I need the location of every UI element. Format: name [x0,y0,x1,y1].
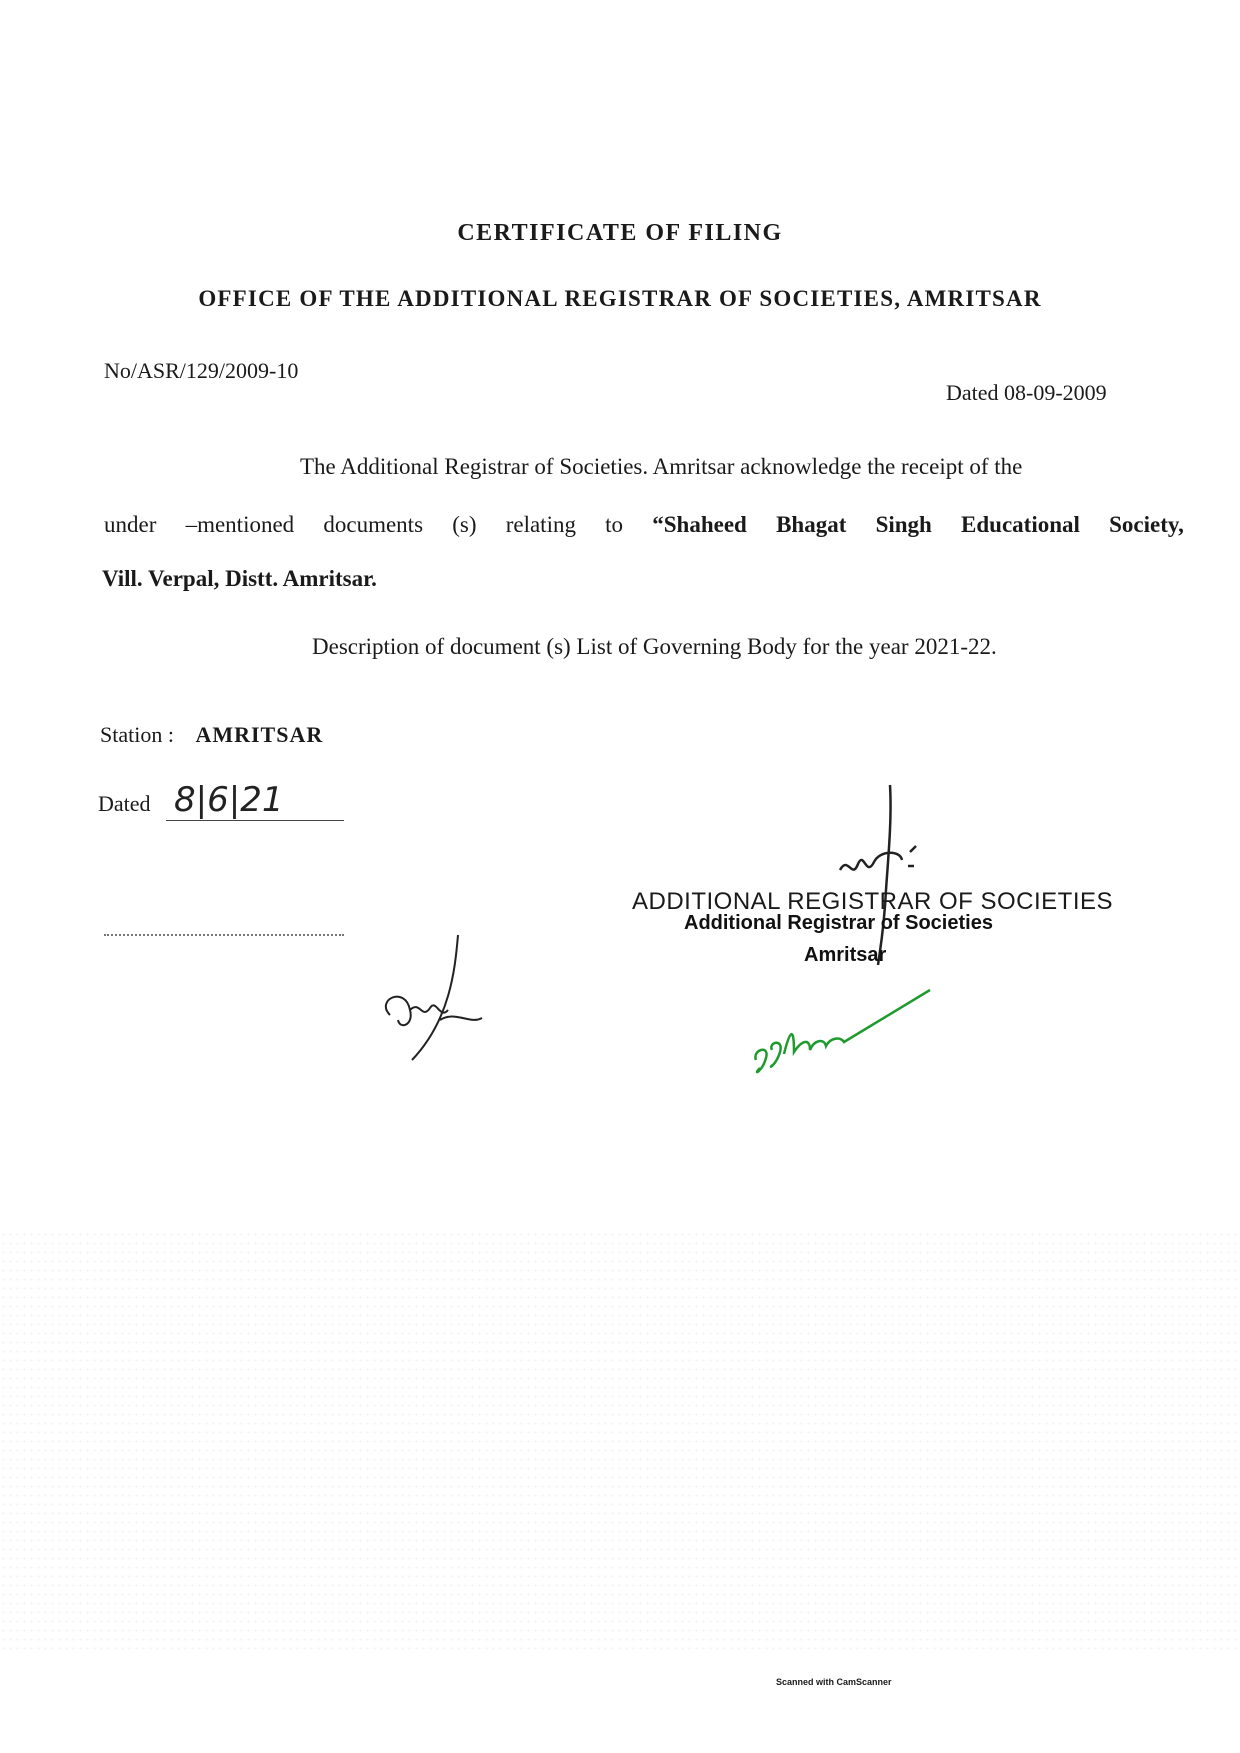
body-line-2 [104,512,1184,538]
document-description: Description of document (s) List of Governing Body for the year 2021-22. [312,634,997,659]
body-line-1: The Additional Registrar of Societies. Amritsar acknowledge the receipt of the [300,454,1023,479]
registrar-signature [830,780,940,970]
signatory-caption: ADDITIONAL REGISTRAR OF SOCIETIES [632,888,1114,915]
dated-field [98,780,344,821]
word: documents [323,512,424,537]
dated-label: Dated [98,791,151,816]
scanner-watermark: Scanned with CamScanner [776,1677,892,1687]
word: under [104,512,157,537]
society-name-word: Bhagat [776,512,847,537]
word: (s) [452,512,477,537]
scan-noise [0,1230,1240,1650]
station-value: AMRITSAR [195,722,324,747]
office-heading: OFFICE OF THE ADDITIONAL REGISTRAR OF SOCIETIES, AMRITSAR [198,286,1042,311]
reference-date: Dated 08-09-2009 [946,380,1107,405]
society-name-word: Educational [961,512,1080,537]
station-label: Station : [100,722,174,747]
body-line-3: Vill. Verpal, Distt. Amritsar. [102,566,377,591]
station-field [100,722,323,748]
society-name-word: Singh [875,512,932,537]
green-signature [750,980,940,1090]
handwritten-date: 8|6|21 [166,780,344,821]
word: to [605,512,624,537]
word: relating [505,512,576,537]
society-name-word: “Shaheed [652,512,747,537]
word: –mentioned [185,512,295,537]
reference-number: No/ASR/129/2009-10 [104,358,299,383]
certificate-title: CERTIFICATE OF FILING [457,220,783,246]
left-signature [370,930,500,1070]
dotted-rule [104,934,344,936]
stamp-line-1: Additional Registrar of Societies [684,912,993,934]
stamp-line-2: Amritsar [804,944,887,966]
society-name-word: Society, [1109,512,1184,537]
